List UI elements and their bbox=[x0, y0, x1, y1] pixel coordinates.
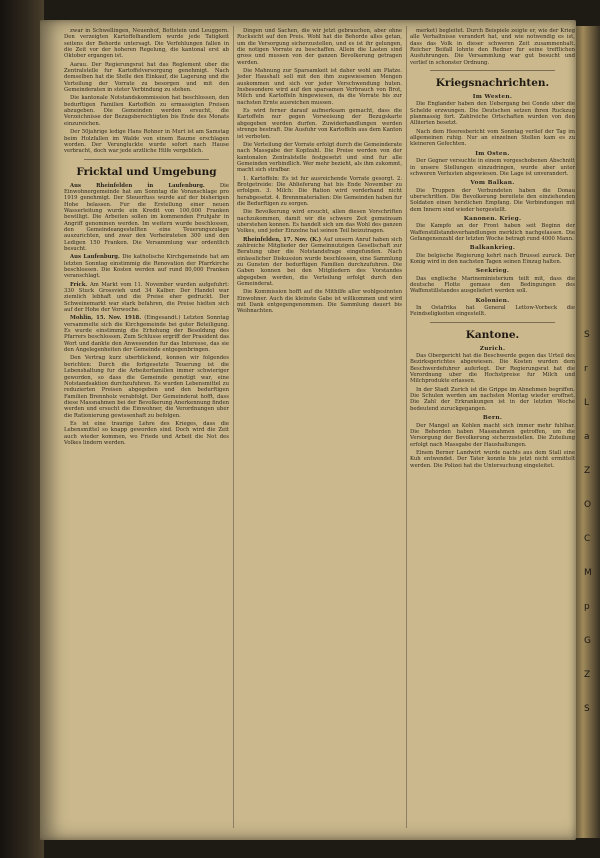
column-2-articles bbox=[237, 28, 402, 315]
article-paragraph bbox=[237, 209, 402, 234]
article-paragraph bbox=[410, 387, 575, 412]
article-paragraph bbox=[237, 289, 402, 314]
edge-letter: Z bbox=[584, 466, 591, 476]
column-2 bbox=[237, 28, 402, 828]
separator bbox=[430, 322, 555, 323]
column-1-intro bbox=[64, 28, 229, 155]
article-text: Dingen und Sachen, die wir jetzt gebrauchen, aber ohne Rucksicht auf den Preis. Wohl hat die Behorde alles getan, um die Versorgung sicherzustellen, und es ist ihr gelungen, die notigen Vorrate zu beschaffen. Allein die Lasten sind gross und mussen von der ganzen Bevolkerung getragen werden. bbox=[237, 28, 402, 66]
article-text: Die Kommission hofft auf die Mithilfe aller wohlgesinnten Einwohner. Auch die kleinste Gabe ist willkommen und wird mit Dank entgegengenommen. Die Sammlung dauert bis Weihnachten. bbox=[237, 289, 402, 315]
article-subheading: Kanonen. Krieg. bbox=[463, 215, 522, 222]
article-paragraph bbox=[64, 355, 229, 418]
article-paragraph bbox=[237, 142, 402, 174]
column-3 bbox=[410, 28, 575, 828]
article-paragraph: Die kantonale Notstandskommission hat beschlossen, den bedurftigen Familien Kartoffeln zu ermassigten Preisen abzugeben. Die Gemeinden werden ersucht, die Verzeichnisse der Bezugsberechtigten bis Ende des Monats einzureichen. bbox=[64, 95, 229, 127]
article-paragraph bbox=[64, 183, 229, 253]
article-text: Das Obergericht hat die Beschwerde gegen das Urteil des Bezirksgerichtes abgewiesen. Die Kosten wurden dem Beschwerdefuhrer auferlegt. Der Regierungsrat hat die Verordnung uber die Hochstpreise fur Milch und Milchprodukte erlassen. bbox=[410, 353, 575, 385]
edge-letter: p bbox=[584, 602, 590, 612]
article-paragraph bbox=[237, 108, 402, 140]
edge-letter: L bbox=[584, 398, 590, 408]
article-text: Der Gegner versuchte in einem vorgeschobenen Abschnitt in unsere Stellungen einzudringen, wurde aber unter schweren Verlusten abgewiesen. Die Lage ist unverandert. bbox=[410, 158, 575, 177]
article-subheading: Seekrieg. bbox=[475, 268, 510, 275]
article-dateline: Aus Rheinfelden in Laufenburg. bbox=[70, 182, 220, 189]
article-text: In der Stadt Zurich ist die Grippe im Abnehmen begriffen. Die Schulen werden am nachsten Montag wieder eroffnet. Die Zahl der Erkrankungen ist in der letzten Woche bedeutend zuruckgegangen. bbox=[410, 386, 575, 412]
book-spine bbox=[0, 0, 44, 858]
article-paragraph bbox=[410, 253, 575, 266]
article-text: Es wird ferner darauf aufmerksam gemacht, dass die Kartoffeln nur gegen Vorweisung der Bezugskarte abgegeben werden durfen. Zuwiderhandlungen werden strenge bestraft. Die Ausfuhr von Kartoffeln aus dem Kanton ist verboten. bbox=[237, 108, 402, 140]
article-paragraph bbox=[410, 223, 575, 242]
article-text: Die Mahnung zur Sparsamkeit ist daher wohl am Platze. Jeder Haushalt soll mit den ihm zugewiesenen Mengen auskommen und sich vor jeder Verschwendung huten. Insbesondere wird auf den sparsamen Verbrauch von Brot, Milch und Kartoffeln hingewiesen, da die Vorrate bis zur nachsten Ernte ausreichen mussen. bbox=[237, 68, 402, 106]
article-paragraph: zwar in Schwellingen, Neuenhof, Bottstein und Leuggern. Den verzeigten Kartoffelhandlern wurde jede Tatigkeit seitens der Behorde untersagt. Die Verfehlungen fallen in die Zeit vor der hoheren Regelung, die kantonal erst ab Oktober ergangen ist. bbox=[64, 28, 229, 60]
article-paragraph bbox=[410, 353, 575, 385]
article-subheading: Kolonien. bbox=[475, 297, 510, 304]
article-text: Die Verteilung der Vorrate erfolgt durch die Gemeinderate nach Massgabe der Kopfzahl. Die Preise werden von der kantonalen Zentralstelle festgesetzt und sind fur alle Gemeinden verbindlich. Wer mehr bezieht, als ihm zukommt, macht sich strafbar. bbox=[237, 141, 402, 174]
article-paragraph bbox=[237, 176, 402, 208]
column-rule bbox=[233, 26, 234, 828]
edge-letter: S bbox=[584, 704, 590, 714]
edge-letter: M bbox=[584, 568, 592, 578]
article-paragraph bbox=[237, 28, 402, 66]
section-heading-fricktal: Fricktal und Umgebung bbox=[76, 165, 217, 178]
edge-letter: a bbox=[584, 432, 590, 442]
article-dateline: Aus Laufenburg. bbox=[70, 254, 123, 261]
article-text: Auf unsern Anruf haben sich zahlreiche Mitglieder der Gemeinnutzigen Gesellschaft zur Beratung uber die Notstandsfrage eingefunden. Nach einlasslicher Diskussion wurde beschlossen, eine Sammlung zu Gunsten der bedurftigen Familien durchzufuhren. Die Gaben konnen bei den Mitgliedern des Vorstandes abgegeben werden, die Verteilung erfolgt durch den Gemeinderat. bbox=[237, 236, 402, 288]
article-paragraph bbox=[410, 129, 575, 148]
article-paragraph bbox=[64, 282, 229, 314]
article-text: Die Englander haben den Uebergang bei Conde uber die Schelde erzwungen. Die Deutschen setzen ihren Ruckzug planmassig fort. Zahlreiche Ortschaften wurden von den Alliierten besetzt. bbox=[410, 101, 575, 127]
article-text: Die katholische Kirchgemeinde hat am letzten Sonntag einstimmig die Renovation der Pfarrkirche beschlossen. Die Kosten werden auf rund 80,000 Franken veranschlagt. bbox=[64, 254, 229, 280]
column-1-articles bbox=[64, 183, 229, 447]
column-3-war-news bbox=[410, 94, 575, 318]
article-paragraph bbox=[410, 305, 575, 318]
separator bbox=[84, 159, 209, 160]
article-text: Es ist eine traurige Lehre des Krieges, dass die Lebensmittel so knapp geworden sind. Doch wird die Zeit auch wieder kommen, wo Friede und Arbeit die Not des Volkes lindern werden. bbox=[64, 420, 229, 446]
article-paragraph bbox=[237, 237, 402, 288]
article-paragraph bbox=[410, 450, 575, 469]
article-paragraph bbox=[410, 423, 575, 448]
article-text: Das englische Marineministerium teilt mit, dass die deutsche Flotte gemass den Bedingungen des Waffenstillstandes ausgeliefert werden soll. bbox=[410, 275, 575, 295]
article-paragraph bbox=[64, 254, 229, 279]
article-text: Der Mangel an Kohlen macht sich immer mehr fuhlbar. Die Behorden haben Massnahmen getroffen, um die Versorgung der Bevolkerung sicherzustellen. Die Zuteilung erfolgt nach Massgabe der Haushaltungen. bbox=[410, 422, 575, 448]
article-text: Die Kampfe an der Front haben seit Beginn der Waffenstillstandsverhandlungen merklich nachgelassen. Die Gefangenenzahl der letzten Woche betragt rund 4000 Mann. bbox=[410, 223, 575, 242]
article-text: Am Markt vom 11. November wurden aufgefuhrt: 330 Stuck Grossvieh und 34 Kalber. Der Handel war ziemlich lebhaft und die Preise eher gedruckt. Der Schweinemarkt war stark befahren, die Preise hielten sich auf der Hohe der Vorwoche. bbox=[64, 281, 229, 314]
edge-letter: O bbox=[584, 500, 592, 510]
column-3-intro: merket) begleitet. Durch Beispiele zeigte er, wie der Krieg alle Verhaltnisse verandert hat, und wie notwendig es ist, dass das Volk in dieser schweren Zeit zusammenhalt. Reicher Beifall lohnte den Redner fur seine trefflichen Ausfuhrungen. Die Versammlung war gut besucht und verlief in schonster Ordnung. bbox=[410, 28, 575, 66]
edge-letter: G bbox=[584, 636, 591, 646]
edge-letter: r bbox=[584, 364, 588, 374]
edge-letter: Z bbox=[584, 670, 591, 680]
column-3-cantons bbox=[410, 346, 575, 469]
edge-letter: S bbox=[584, 330, 590, 340]
article-paragraph bbox=[410, 101, 575, 126]
article-text: Einem Berner Landwirt wurde nachts aus dem Stall eine Kuh entwendet. Der Tater konnte bis jetzt nicht ermittelt werden. Die Polizei hat die Untersuchung eingeleitet. bbox=[410, 449, 575, 469]
article-dateline: Mohlin, 15. Nov. 1918. bbox=[70, 315, 145, 322]
article-paragraph bbox=[410, 276, 575, 295]
article-text: In Ostafrika hat General Lettow-Vorbeck die Feindseligkeiten eingestellt. bbox=[410, 305, 575, 318]
article-subheading: Bern. bbox=[482, 415, 503, 422]
section-heading-kriegsnachrichten: Kriegsnachrichten. bbox=[435, 77, 550, 90]
article-subheading: Im Westen. bbox=[472, 94, 513, 101]
column-rule bbox=[406, 26, 407, 828]
article-dateline: Rheinfelden, 17. Nov. (K.) bbox=[243, 236, 324, 243]
article-paragraph bbox=[64, 421, 229, 446]
article-text: Die belgische Regierung kehrt nach Brussel zuruck. Der Konig wird in den nachsten Tagen seinen Einzug halten. bbox=[410, 252, 575, 265]
article-paragraph: Aarau. Der Regierungsrat hat das Reglement uber die Zentralstelle fur Kartoffelversorgung genehmigt. Nach demselben hat die Stelle den Einkauf, die Lagerung und die Verteilung der Vorrate zu besorgen und mit den Gemeinderaten in steter Verbindung zu stehen. bbox=[64, 61, 229, 94]
article-text: 1. Kartoffeln: Es ist fur ausreichende Vorrate gesorgt. 2. Brotgetreide: Die Ablieferung hat bis Ende November zu erfolgen. 3. Milch: Die Ration wird vorderhand nicht herabgesetzt. 4. Brennmaterialien: Die Gemeinden haben fur die Bedurftigen zu sorgen. bbox=[237, 175, 402, 207]
article-paragraph bbox=[410, 188, 575, 213]
edge-letter: C bbox=[584, 534, 591, 544]
article-paragraph: Der 50jahrige ledige Hans Rohner in Murt ist am Samstag beim Holzfallen im Walde von einem Baume erschlagen worden. Der Verungluckte wurde sofort nach Hause verbracht, doch war jede arztliche Hilfe vergeblich. bbox=[64, 129, 229, 155]
article-subheading: Vom Balkan. bbox=[470, 180, 515, 187]
article-text: Die Truppen der Verbundeten haben die Donau uberschritten. Die Bevolkerung bereitete den einziehenden Soldaten einen herzlichen Empfang. Die Verbindungen mit dem Innern sind wieder hergestellt. bbox=[410, 187, 575, 213]
column-1 bbox=[64, 28, 229, 828]
article-text: Die Einwohnergemeinde hat am Sonntag die Voranschlage pro 1919 genehmigt. Der Steuerfuss wurde auf der bisherigen Hohe belassen. Fur die Erstellung einer neuen Wasserleitung wurde ein Kredit von 100,000 Franken bewilligt. Die Arbeiten sollen im kommenden Fruhjahr in Angriff genommen werden. Im weitern wurde beschlossen, den Gemeindeangestellten eine Teuerungszulage auszurichten, und zwar den Verheirateten 300 und den Ledigen 150 Franken. Die Versammlung war ordentlich besucht. bbox=[64, 182, 229, 252]
article-paragraph bbox=[237, 68, 402, 106]
separator bbox=[430, 70, 555, 71]
article-dateline: Frick. bbox=[70, 281, 90, 288]
article-paragraph bbox=[64, 315, 229, 353]
section-heading-kantone: Kantone. bbox=[465, 328, 520, 341]
article-text: Die Bevolkerung wird ersucht, allen diesen Vorschriften nachzukommen, damit wir die schwere Zeit gemeinsam uberstehen konnen. Es handelt sich um das Wohl des ganzen Volkes, und jeder Einzelne hat seinen Teil beizutragen. bbox=[237, 209, 402, 235]
article-paragraph bbox=[410, 158, 575, 177]
article-text: Den Vertrag kurz uberblickend, konnen wir folgendes berichten: Durch die fortgesetzte Teuerung ist die Lebenshaltung fur die Arbeiterfamilien immer schwieriger geworden, so dass die Gemeinde genotigt war, eine Notstandsaktion durchzufuhren. Es wurden Lebensmittel zu reduzierten Preisen abgegeben und den bedurftigen Familien Brennholz verabfolgt. Der Gemeinderat hofft, dass diese Massnahmen bei der Bevolkerung Anerkennung finden werden und ersucht die Einwohner, die Verordnungen uber die Rationierung gewissenhaft zu befolgen. bbox=[64, 355, 229, 419]
article-subheading: Im Osten. bbox=[475, 150, 510, 157]
article-text: Nach dem Heeresbericht vom Sonntag verlief der Tag im allgemeinen ruhig. Nur an einzelnen Stellen kam es zu kleineren Gefechten. bbox=[410, 128, 575, 148]
article-subheading: Zurich. bbox=[479, 345, 506, 352]
article-subheading: Balkankrieg. bbox=[469, 245, 516, 252]
article-text: (Eingesandt.) Letzten Sonntag versammelte sich die Kirchgemeinde bei guter Beteiligung. Es wurde einstimmig die Erhohung der Besoldung des Pfarrers beschlossen. Zum Schlusse ergriff der Prasident das Wort und dankte den Anwesenden fur das Interesse, das sie den Angelegenheiten der Gemeinde entgegenbringen. bbox=[64, 315, 229, 354]
